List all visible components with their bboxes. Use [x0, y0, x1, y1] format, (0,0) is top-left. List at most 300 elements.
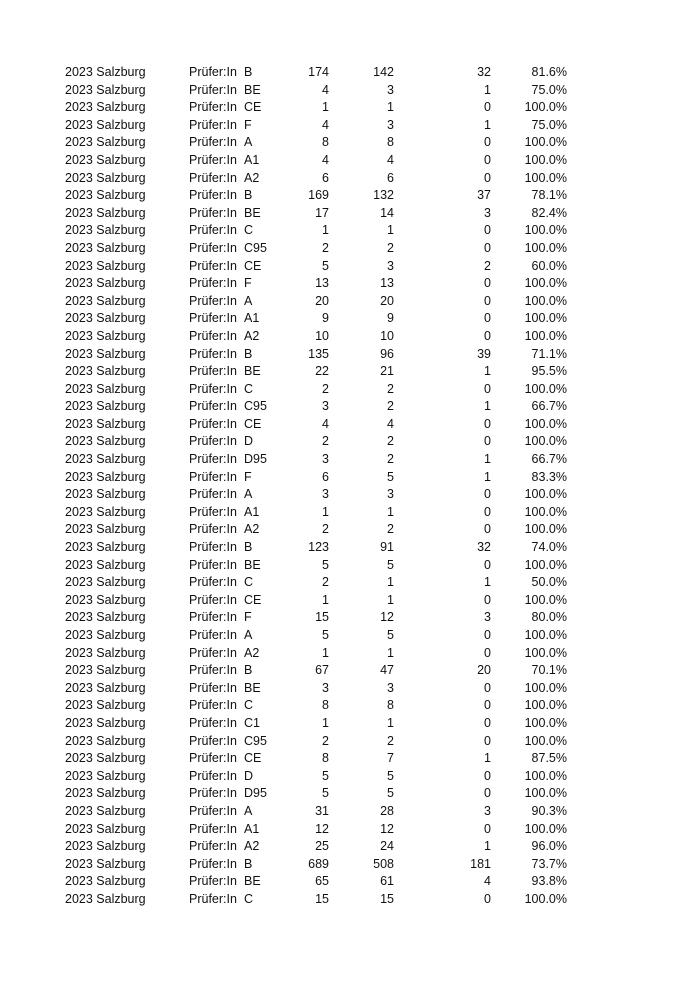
- failed-cell: 4: [484, 874, 491, 889]
- passed-cell: 21: [380, 364, 394, 379]
- year-city-cell: 2023 Salzburg: [65, 364, 146, 379]
- attempts-cell: 15: [315, 891, 329, 906]
- failed-cell: 1: [484, 575, 491, 590]
- pass-rate-cell: 100.0%: [524, 434, 567, 449]
- failed-cell: 181: [470, 856, 491, 871]
- pass-rate-cell: 100.0%: [524, 416, 567, 431]
- license-class-cell: A2: [244, 645, 260, 660]
- table-row: [0, 592, 700, 610]
- role-cell: Prüfer:In: [189, 803, 237, 818]
- passed-cell: 3: [387, 82, 394, 97]
- attempts-cell: 8: [322, 751, 329, 766]
- license-class-cell: CE: [244, 592, 262, 607]
- pass-rate-cell: 100.0%: [524, 381, 567, 396]
- year-city-cell: 2023 Salzburg: [65, 293, 146, 308]
- role-cell: Prüfer:In: [189, 416, 237, 431]
- failed-cell: 0: [484, 733, 491, 748]
- year-city-cell: 2023 Salzburg: [65, 240, 146, 255]
- license-class-cell: C95: [244, 733, 267, 748]
- role-cell: Prüfer:In: [189, 768, 237, 783]
- table-row: [0, 152, 700, 170]
- attempts-cell: 17: [315, 205, 329, 220]
- year-city-cell: 2023 Salzburg: [65, 487, 146, 502]
- attempts-cell: 169: [308, 188, 329, 203]
- license-class-cell: A: [244, 293, 253, 308]
- attempts-cell: 8: [322, 698, 329, 713]
- table-row: [0, 240, 700, 258]
- attempts-cell: 10: [315, 328, 329, 343]
- failed-cell: 0: [484, 434, 491, 449]
- table-row: [0, 258, 700, 276]
- role-cell: Prüfer:In: [189, 205, 237, 220]
- failed-cell: 0: [484, 628, 491, 642]
- pass-rate-cell: 100.0%: [524, 276, 567, 291]
- role-cell: Prüfer:In: [189, 786, 237, 801]
- license-class-cell: D95: [244, 452, 267, 467]
- table-row: [0, 170, 700, 188]
- pass-rate-cell: 100.0%: [524, 135, 567, 150]
- role-cell: Prüfer:In: [189, 628, 237, 642]
- attempts-cell: 3: [322, 680, 329, 695]
- attempts-cell: 20: [315, 293, 329, 308]
- table-row: [0, 821, 700, 839]
- table-row: [0, 627, 700, 645]
- table-row: [0, 609, 700, 627]
- failed-cell: 0: [484, 645, 491, 660]
- year-city-cell: 2023 Salzburg: [65, 856, 146, 871]
- role-cell: Prüfer:In: [189, 170, 237, 185]
- failed-cell: 1: [484, 452, 491, 467]
- table-row: [0, 398, 700, 416]
- table-row: [0, 574, 700, 592]
- year-city-cell: 2023 Salzburg: [65, 469, 146, 484]
- attempts-cell: 15: [315, 610, 329, 625]
- year-city-cell: 2023 Salzburg: [65, 628, 146, 642]
- passed-cell: 14: [380, 205, 394, 220]
- failed-cell: 0: [484, 821, 491, 836]
- year-city-cell: 2023 Salzburg: [65, 645, 146, 660]
- attempts-cell: 3: [322, 452, 329, 467]
- table-row: [0, 680, 700, 698]
- table-row: [0, 557, 700, 575]
- role-cell: Prüfer:In: [189, 100, 237, 115]
- failed-cell: 0: [484, 328, 491, 343]
- pass-rate-cell: 83.3%: [531, 469, 567, 484]
- passed-cell: 12: [380, 610, 394, 625]
- pass-rate-cell: 71.1%: [531, 346, 567, 361]
- failed-cell: 0: [484, 240, 491, 255]
- license-class-cell: CE: [244, 258, 262, 273]
- role-cell: Prüfer:In: [189, 276, 237, 291]
- year-city-cell: 2023 Salzburg: [65, 715, 146, 730]
- license-class-cell: BE: [244, 680, 261, 695]
- role-cell: Prüfer:In: [189, 135, 237, 150]
- failed-cell: 32: [477, 65, 491, 79]
- table-row: [0, 486, 700, 504]
- role-cell: Prüfer:In: [189, 610, 237, 625]
- year-city-cell: 2023 Salzburg: [65, 610, 146, 625]
- passed-cell: 12: [380, 821, 394, 836]
- table-row: [0, 768, 700, 786]
- role-cell: Prüfer:In: [189, 557, 237, 572]
- failed-cell: 0: [484, 786, 491, 801]
- table-row: [0, 205, 700, 223]
- license-class-cell: A1: [244, 311, 260, 326]
- attempts-cell: 2: [322, 522, 329, 537]
- attempts-cell: 22: [315, 364, 329, 379]
- table-row: [0, 381, 700, 399]
- table-row: [0, 521, 700, 539]
- year-city-cell: 2023 Salzburg: [65, 205, 146, 220]
- year-city-cell: 2023 Salzburg: [65, 117, 146, 132]
- license-class-cell: A2: [244, 522, 260, 537]
- table-row: [0, 293, 700, 311]
- license-class-cell: C: [244, 381, 254, 396]
- pass-rate-cell: 87.5%: [531, 751, 567, 766]
- passed-cell: 132: [373, 188, 394, 203]
- year-city-cell: 2023 Salzburg: [65, 65, 146, 79]
- failed-cell: 0: [484, 170, 491, 185]
- role-cell: Prüfer:In: [189, 469, 237, 484]
- failed-cell: 0: [484, 557, 491, 572]
- attempts-cell: 12: [315, 821, 329, 836]
- license-class-cell: A1: [244, 504, 260, 519]
- failed-cell: 1: [484, 364, 491, 379]
- pass-rate-cell: 100.0%: [524, 786, 567, 801]
- pass-rate-cell: 50.0%: [531, 575, 567, 590]
- attempts-cell: 6: [322, 469, 329, 484]
- year-city-cell: 2023 Salzburg: [65, 891, 146, 906]
- role-cell: Prüfer:In: [189, 821, 237, 836]
- attempts-cell: 13: [315, 276, 329, 291]
- passed-cell: 15: [380, 891, 394, 906]
- table-row: [0, 82, 700, 100]
- license-class-cell: F: [244, 117, 252, 132]
- license-class-cell: F: [244, 469, 252, 484]
- license-class-cell: C: [244, 223, 254, 238]
- license-class-cell: BE: [244, 82, 261, 97]
- license-class-cell: C95: [244, 399, 267, 414]
- attempts-cell: 2: [322, 381, 329, 396]
- failed-cell: 0: [484, 311, 491, 326]
- role-cell: Prüfer:In: [189, 487, 237, 502]
- license-class-cell: C: [244, 698, 254, 713]
- year-city-cell: 2023 Salzburg: [65, 504, 146, 519]
- passed-cell: 3: [387, 680, 394, 695]
- failed-cell: 0: [484, 293, 491, 308]
- role-cell: Prüfer:In: [189, 452, 237, 467]
- failed-cell: 0: [484, 487, 491, 502]
- attempts-cell: 5: [322, 768, 329, 783]
- year-city-cell: 2023 Salzburg: [65, 821, 146, 836]
- passed-cell: 508: [373, 856, 394, 871]
- passed-cell: 8: [387, 698, 394, 713]
- role-cell: Prüfer:In: [189, 223, 237, 238]
- license-class-cell: D: [244, 768, 254, 783]
- year-city-cell: 2023 Salzburg: [65, 100, 146, 115]
- role-cell: Prüfer:In: [189, 540, 237, 555]
- attempts-cell: 4: [322, 117, 329, 132]
- pass-rate-cell: 70.1%: [531, 663, 567, 678]
- year-city-cell: 2023 Salzburg: [65, 557, 146, 572]
- attempts-cell: 2: [322, 575, 329, 590]
- passed-cell: 1: [387, 715, 394, 730]
- pass-rate-cell: 75.0%: [531, 82, 567, 97]
- year-city-cell: 2023 Salzburg: [65, 170, 146, 185]
- pass-rate-cell: 60.0%: [531, 258, 567, 273]
- role-cell: Prüfer:In: [189, 680, 237, 695]
- pass-rate-cell: 100.0%: [524, 891, 567, 906]
- table-row: [0, 645, 700, 663]
- pass-rate-cell: 93.8%: [531, 874, 567, 889]
- year-city-cell: 2023 Salzburg: [65, 328, 146, 343]
- passed-cell: 91: [380, 540, 394, 555]
- license-class-cell: CE: [244, 751, 262, 766]
- role-cell: Prüfer:In: [189, 522, 237, 537]
- role-cell: Prüfer:In: [189, 733, 237, 748]
- pass-rate-cell: 100.0%: [524, 223, 567, 238]
- table-row: [0, 539, 700, 557]
- year-city-cell: 2023 Salzburg: [65, 434, 146, 449]
- role-cell: Prüfer:In: [189, 891, 237, 906]
- table-row: [0, 785, 700, 803]
- passed-cell: 3: [387, 117, 394, 132]
- passed-cell: 28: [380, 803, 394, 818]
- year-city-cell: 2023 Salzburg: [65, 680, 146, 695]
- passed-cell: 2: [387, 381, 394, 396]
- role-cell: Prüfer:In: [189, 575, 237, 590]
- attempts-cell: 1: [322, 592, 329, 607]
- pass-rate-cell: 82.4%: [531, 205, 567, 220]
- passed-cell: 142: [373, 65, 394, 79]
- year-city-cell: 2023 Salzburg: [65, 839, 146, 854]
- passed-cell: 24: [380, 839, 394, 854]
- role-cell: Prüfer:In: [189, 663, 237, 678]
- failed-cell: 0: [484, 715, 491, 730]
- license-class-cell: B: [244, 663, 253, 678]
- year-city-cell: 2023 Salzburg: [65, 399, 146, 414]
- passed-cell: 1: [387, 645, 394, 660]
- passed-cell: 1: [387, 504, 394, 519]
- attempts-cell: 3: [322, 487, 329, 502]
- attempts-cell: 67: [315, 663, 329, 678]
- license-class-cell: A2: [244, 839, 260, 854]
- passed-cell: 47: [380, 663, 394, 678]
- pass-rate-cell: 100.0%: [524, 170, 567, 185]
- passed-cell: 61: [380, 874, 394, 889]
- passed-cell: 5: [387, 786, 394, 801]
- passed-cell: 5: [387, 628, 394, 642]
- license-class-cell: D: [244, 434, 254, 449]
- year-city-cell: 2023 Salzburg: [65, 346, 146, 361]
- license-class-cell: BE: [244, 205, 261, 220]
- pass-rate-cell: 81.6%: [531, 65, 567, 79]
- table-row: [0, 275, 700, 293]
- attempts-cell: 4: [322, 416, 329, 431]
- passed-cell: 96: [380, 346, 394, 361]
- license-class-cell: F: [244, 610, 252, 625]
- license-class-cell: A: [244, 628, 253, 642]
- license-class-cell: A: [244, 135, 253, 150]
- pass-rate-cell: 95.5%: [531, 364, 567, 379]
- license-class-cell: BE: [244, 874, 261, 889]
- failed-cell: 32: [477, 540, 491, 555]
- license-class-cell: D95: [244, 786, 267, 801]
- role-cell: Prüfer:In: [189, 346, 237, 361]
- role-cell: Prüfer:In: [189, 751, 237, 766]
- passed-cell: 8: [387, 135, 394, 150]
- table-row: [0, 697, 700, 715]
- passed-cell: 3: [387, 258, 394, 273]
- passed-cell: 2: [387, 434, 394, 449]
- passed-cell: 4: [387, 152, 394, 167]
- pass-rate-cell: 100.0%: [524, 645, 567, 660]
- year-city-cell: 2023 Salzburg: [65, 751, 146, 766]
- table-row: [0, 363, 700, 381]
- table-row: [0, 416, 700, 434]
- table-row: [0, 222, 700, 240]
- pass-rate-cell: 100.0%: [524, 522, 567, 537]
- table-row: [0, 873, 700, 891]
- role-cell: Prüfer:In: [189, 839, 237, 854]
- table-row: [0, 803, 700, 821]
- passed-cell: 2: [387, 399, 394, 414]
- year-city-cell: 2023 Salzburg: [65, 135, 146, 150]
- failed-cell: 1: [484, 117, 491, 132]
- year-city-cell: 2023 Salzburg: [65, 733, 146, 748]
- table-row: [0, 187, 700, 205]
- failed-cell: 39: [477, 346, 491, 361]
- year-city-cell: 2023 Salzburg: [65, 803, 146, 818]
- pass-rate-cell: 96.0%: [531, 839, 567, 854]
- table-row: [0, 662, 700, 680]
- table-row: [0, 346, 700, 364]
- role-cell: Prüfer:In: [189, 874, 237, 889]
- attempts-cell: 1: [322, 645, 329, 660]
- attempts-cell: 174: [308, 65, 329, 79]
- pass-rate-cell: 66.7%: [531, 452, 567, 467]
- attempts-cell: 1: [322, 100, 329, 115]
- license-class-cell: B: [244, 188, 253, 203]
- attempts-cell: 4: [322, 152, 329, 167]
- data-table: [0, 64, 700, 909]
- year-city-cell: 2023 Salzburg: [65, 258, 146, 273]
- role-cell: Prüfer:In: [189, 117, 237, 132]
- pass-rate-cell: 100.0%: [524, 768, 567, 783]
- passed-cell: 2: [387, 522, 394, 537]
- role-cell: Prüfer:In: [189, 258, 237, 273]
- year-city-cell: 2023 Salzburg: [65, 311, 146, 326]
- role-cell: Prüfer:In: [189, 434, 237, 449]
- attempts-cell: 31: [315, 803, 329, 818]
- passed-cell: 3: [387, 487, 394, 502]
- year-city-cell: 2023 Salzburg: [65, 381, 146, 396]
- table-row: [0, 469, 700, 487]
- role-cell: Prüfer:In: [189, 399, 237, 414]
- table-row: [0, 838, 700, 856]
- pass-rate-cell: 74.0%: [531, 540, 567, 555]
- failed-cell: 0: [484, 698, 491, 713]
- pass-rate-cell: 73.7%: [531, 856, 567, 871]
- pass-rate-cell: 100.0%: [524, 680, 567, 695]
- role-cell: Prüfer:In: [189, 311, 237, 326]
- year-city-cell: 2023 Salzburg: [65, 575, 146, 590]
- failed-cell: 0: [484, 135, 491, 150]
- failed-cell: 37: [477, 188, 491, 203]
- year-city-cell: 2023 Salzburg: [65, 874, 146, 889]
- attempts-cell: 5: [322, 628, 329, 642]
- license-class-cell: A1: [244, 152, 260, 167]
- license-class-cell: A: [244, 803, 253, 818]
- pass-rate-cell: 100.0%: [524, 821, 567, 836]
- role-cell: Prüfer:In: [189, 645, 237, 660]
- passed-cell: 10: [380, 328, 394, 343]
- license-class-cell: A2: [244, 328, 260, 343]
- license-class-cell: B: [244, 346, 253, 361]
- role-cell: Prüfer:In: [189, 82, 237, 97]
- passed-cell: 6: [387, 170, 394, 185]
- license-class-cell: B: [244, 856, 253, 871]
- pass-rate-cell: 100.0%: [524, 100, 567, 115]
- pass-rate-cell: 80.0%: [531, 610, 567, 625]
- attempts-cell: 1: [322, 504, 329, 519]
- failed-cell: 0: [484, 680, 491, 695]
- passed-cell: 1: [387, 575, 394, 590]
- year-city-cell: 2023 Salzburg: [65, 452, 146, 467]
- year-city-cell: 2023 Salzburg: [65, 188, 146, 203]
- license-class-cell: BE: [244, 364, 261, 379]
- table-row: [0, 750, 700, 768]
- failed-cell: 0: [484, 416, 491, 431]
- passed-cell: 2: [387, 452, 394, 467]
- passed-cell: 1: [387, 223, 394, 238]
- failed-cell: 1: [484, 751, 491, 766]
- table-row: [0, 134, 700, 152]
- failed-cell: 0: [484, 100, 491, 115]
- attempts-cell: 5: [322, 557, 329, 572]
- role-cell: Prüfer:In: [189, 328, 237, 343]
- year-city-cell: 2023 Salzburg: [65, 152, 146, 167]
- year-city-cell: 2023 Salzburg: [65, 82, 146, 97]
- attempts-cell: 689: [308, 856, 329, 871]
- pass-rate-cell: 100.0%: [524, 240, 567, 255]
- passed-cell: 2: [387, 240, 394, 255]
- passed-cell: 2: [387, 733, 394, 748]
- year-city-cell: 2023 Salzburg: [65, 223, 146, 238]
- license-class-cell: C: [244, 575, 254, 590]
- year-city-cell: 2023 Salzburg: [65, 698, 146, 713]
- pass-rate-cell: 100.0%: [524, 152, 567, 167]
- license-class-cell: CE: [244, 100, 262, 115]
- failed-cell: 1: [484, 469, 491, 484]
- year-city-cell: 2023 Salzburg: [65, 786, 146, 801]
- license-class-cell: C95: [244, 240, 267, 255]
- year-city-cell: 2023 Salzburg: [65, 416, 146, 431]
- pass-rate-cell: 100.0%: [524, 293, 567, 308]
- table-row: [0, 451, 700, 469]
- table-row: [0, 504, 700, 522]
- failed-cell: 1: [484, 399, 491, 414]
- attempts-cell: 4: [322, 82, 329, 97]
- pass-rate-cell: 100.0%: [524, 504, 567, 519]
- role-cell: Prüfer:In: [189, 240, 237, 255]
- pass-rate-cell: 100.0%: [524, 557, 567, 572]
- failed-cell: 2: [484, 258, 491, 273]
- failed-cell: 0: [484, 223, 491, 238]
- role-cell: Prüfer:In: [189, 65, 237, 79]
- license-class-cell: C1: [244, 715, 260, 730]
- role-cell: Prüfer:In: [189, 592, 237, 607]
